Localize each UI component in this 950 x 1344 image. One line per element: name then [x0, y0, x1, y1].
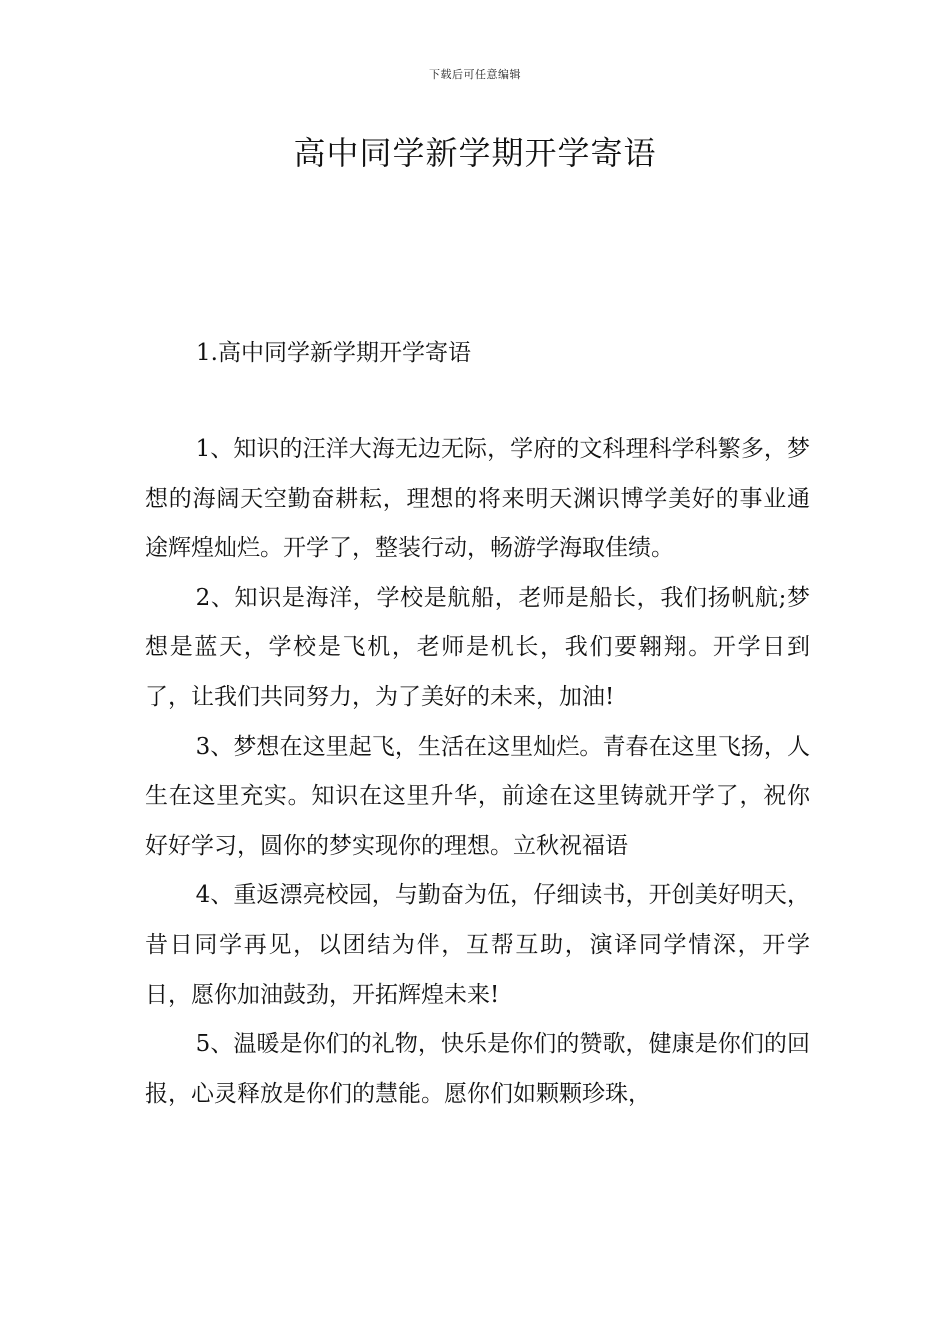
paragraph-3: 3、梦想在这里起飞，生活在这里灿烂。青春在这里飞扬，人生在这里充实。知识在这里升华，前途在这里铸就开学了，祝你好好学习，圆你的梦实现你的理想。立秋祝福语 [145, 733, 810, 859]
paragraph-2: 2、知识是海洋，学校是航船，老师是船长，我们扬帆航;梦想是蓝天，学校是飞机，老师是机长，我们要翱翔。开学日到了，让我们共同努力，为了美好的未来，加油! [145, 584, 810, 710]
page-title: 高中同学新学期开学寄语 [293, 134, 657, 172]
body-text [145, 425, 810, 1119]
section-heading: 1.高中同学新学期开学寄语 [196, 340, 471, 366]
paragraph-5: 5、温暖是你们的礼物，快乐是你们的赞歌，健康是你们的回报，心灵释放是你们的慧能。愿你们如颗颗珍珠， [145, 1031, 810, 1107]
paragraph-4: 4、重返漂亮校园，与勤奋为伍，仔细读书，开创美好明天，昔日同学再见，以团结为伴，互帮互助，演译同学情深，开学日，愿你加油鼓劲，开拓辉煌未来! [145, 882, 810, 1008]
header-note: 下载后可任意编辑 [429, 68, 521, 81]
paragraph-1: 1、知识的汪洋大海无边无际，学府的文科理科学科繁多，梦想的海阔天空勤奋耕耘，理想的将来明天渊识博学美好的事业通途辉煌灿烂。开学了，整装行动，畅游学海取佳绩。 [145, 436, 810, 562]
